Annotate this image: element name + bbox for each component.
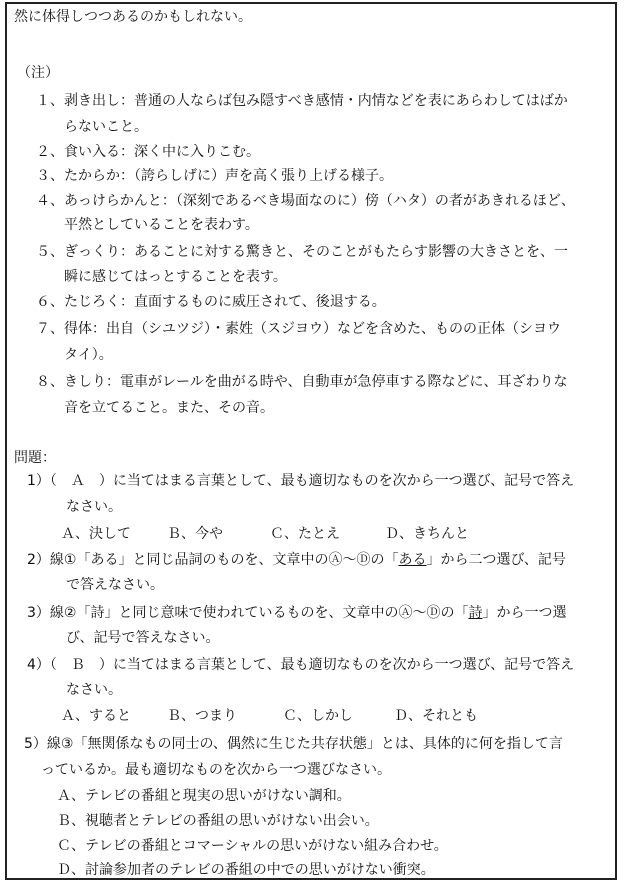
q1-choice-d: Ｄ、きちんと [385, 526, 469, 542]
note-6: ６、たじろく：直面するものに威圧されて、後退する。 [36, 294, 386, 310]
q4-choice-c: Ｃ、しかし [283, 708, 353, 724]
q2-text-after: 」から二つ選び、記号 [426, 552, 566, 568]
q2-line-1 [27, 551, 566, 569]
note-1-line-1: １、剥き出し：普通の人ならば包み隠すべき感情・内情などを表にあらわしてはばか [36, 93, 568, 109]
q5-choice-c: Ｃ、テレビの番組とコマーシャルの思いがけない組み合わせ。 [57, 838, 448, 854]
q5-line-1: 5）線③「無関係なもの同士の、偶然に生じた共存状態」とは、具体的に何を指して言 [24, 736, 563, 752]
q1-line-1: 1）（ Ａ ）に当てはまる言葉として、最も適切なものを次から一つ選び、記号で答え [27, 473, 575, 489]
q4-choice-b: Ｂ、つまり [167, 708, 237, 724]
note-5-line-1: ５、ぎっくり：あることに対する驚きと、そのことがもたらす影響の大きさとを、一 [36, 244, 568, 260]
q3-line-1 [27, 604, 566, 622]
note-1-line-2: らないこと。 [64, 119, 148, 135]
q4-line-1: 4）（ Ｂ ）に当てはまる言葉として、最も適切なものを次から一つ選び、記号で答え [27, 657, 575, 673]
note-7-line-2: タイ）。 [64, 347, 113, 363]
q3-underlined-word: 詩 [468, 605, 483, 621]
note-4-line-2: 平然としていることを表わす。 [64, 217, 259, 233]
note-5-line-2: 瞬に感じてはっとすることを表す。 [64, 269, 287, 285]
note-2: ２、食い入る：深く中に入りこむ。 [36, 144, 260, 160]
note-8-line-2: 音を立てること。また、その音。 [64, 400, 274, 416]
continuation-text: 然に体得しつつあるのかもしれない。 [14, 9, 252, 25]
q4-choice-a: Ａ、すると [61, 708, 131, 724]
q2-line-2: で答えなさい。 [66, 577, 164, 593]
q5-choice-b: Ｂ、視聴者とテレビの番組の思いがけない出会い。 [57, 813, 379, 829]
q2-underlined-word: ある [398, 552, 427, 568]
q3-text-before: 3）線②「詩」と同じ意味で使われているものを、文章中のⒶ～Ⓓの「 [27, 605, 469, 621]
q5-choice-d: Ｄ、討論参加者のテレビの番組の中での思いがけない衝突。 [57, 862, 435, 878]
q4-line-2: なさい。 [66, 682, 122, 698]
q5-choice-a: Ａ、テレビの番組と現実の思いがけない調和。 [57, 788, 351, 804]
note-3: ３、たからか：（誇らしげに）声を高く張り上げる様子。 [36, 168, 393, 184]
q1-line-2: なさい。 [66, 499, 122, 515]
q3-text-after: 」から一つ選 [482, 605, 567, 621]
q1-choice-a: Ａ、決して [61, 526, 131, 542]
q1-choice-c: Ｃ、たとえ [270, 526, 340, 542]
q4-choice-d: Ｄ、それとも [394, 708, 478, 724]
notes-heading: （注） [17, 65, 59, 81]
note-8-line-1: ８、きしり：電車がレールを曲がる時や、自動車が急停車する際などに、耳ざわりな [36, 374, 568, 390]
q2-text-before: 2）線①「ある」と同じ品詞のものを、文章中のⒶ～Ⓓの「 [27, 552, 399, 568]
note-7-line-1: ７、得体：出自（シユツジ）・素姓（スジヨウ）などを含めた、ものの正体（シヨウ [36, 321, 561, 337]
q1-choice-b: Ｂ、今や [167, 526, 223, 542]
q5-line-2: っているか。最も適切なものを次から一つ選びなさい。 [41, 762, 391, 778]
q3-line-2: び、記号で答えなさい。 [66, 630, 220, 646]
questions-heading: 問題： [14, 450, 56, 466]
note-4-line-1: ４、あっけらかんと：（深刻であるべき場面なのに）傍（ハタ）の者があきれるほど、 [36, 193, 575, 209]
